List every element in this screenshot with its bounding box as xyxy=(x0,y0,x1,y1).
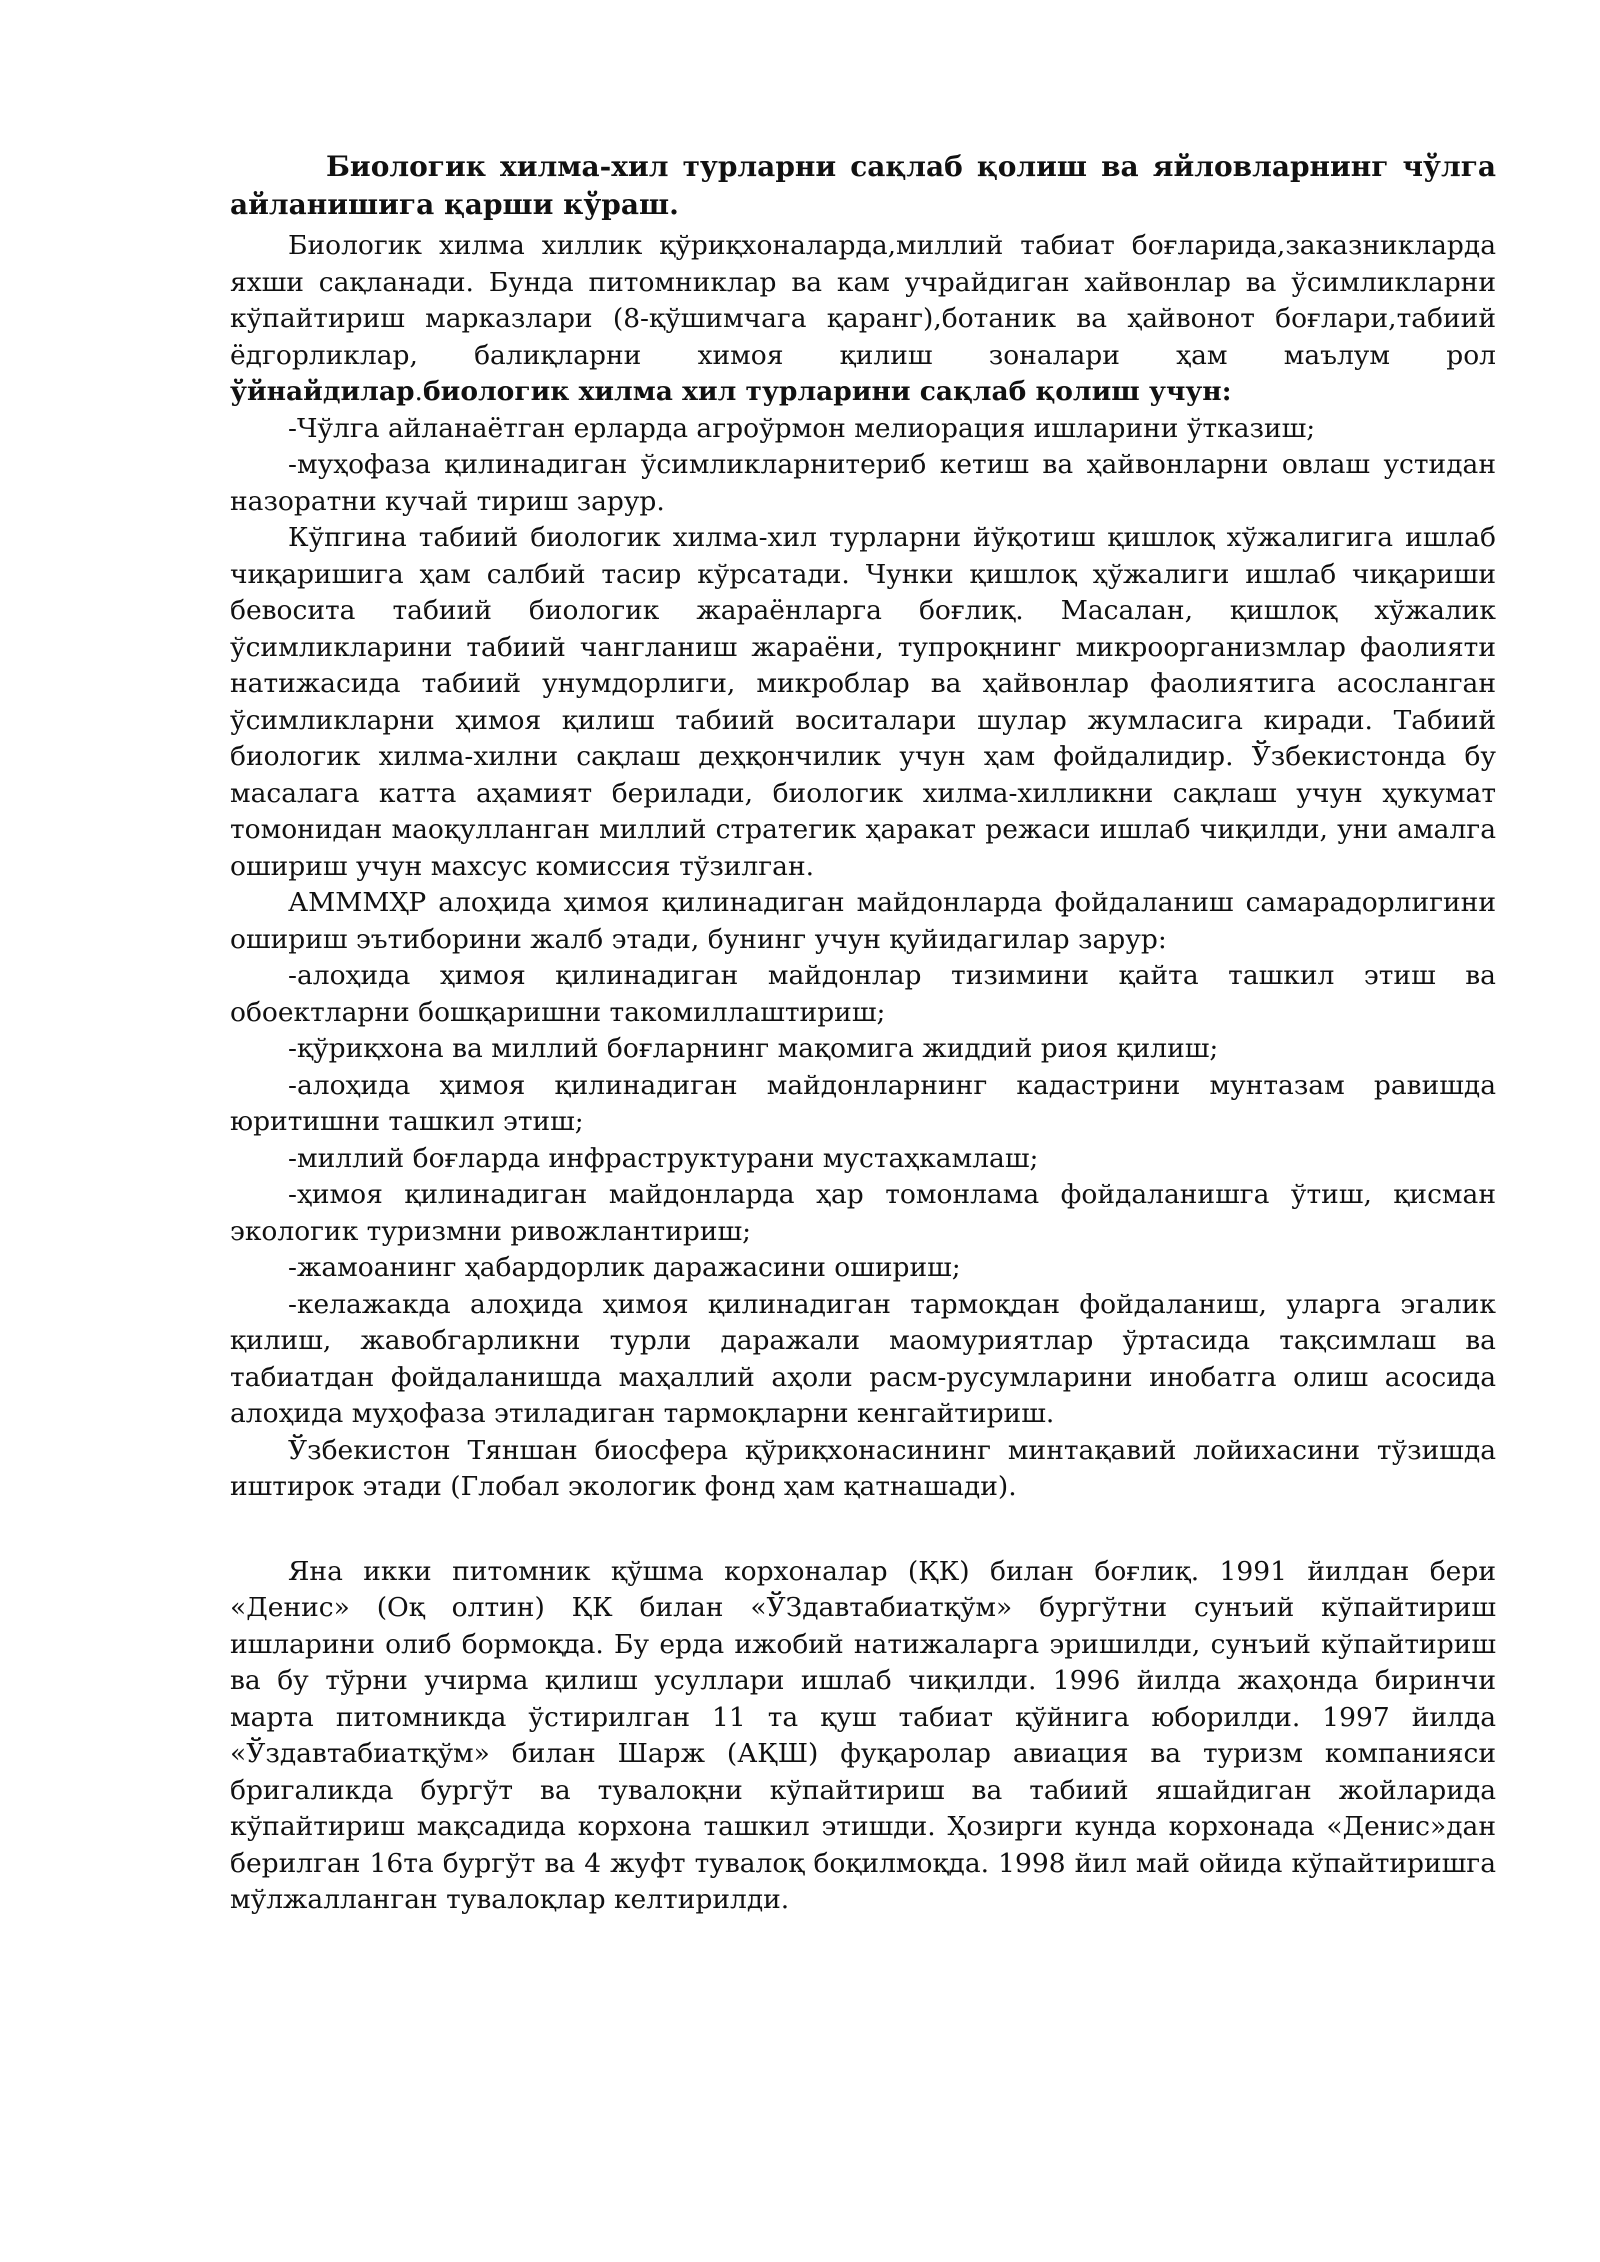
intro-dot: . xyxy=(414,376,423,407)
document-title: Биологик хилма-хил турларни сақлаб қолиш ва яйловларнинг чўлга айланишига қарши кўраш. xyxy=(230,150,1496,221)
protected-area-measure: -жамоанинг ҳабардорлик даражасини ошириш; xyxy=(288,1252,961,1283)
document-page xyxy=(230,148,1496,1919)
intro-text: Биологик хилма хиллик қўриқхоналарда,миллий табиат боғларида,заказникларда яхши сақланади. Бунда питомниклар ва кам учрайдиган хайвонлар ва ўсимликларни кўпайтириш марказлари (8-қўшимчага қаранг),ботаник ва ҳайвонот боғлари,табиий ёдгорликлар, балиқларни химоя қилиш зоналари ҳам маълум рол xyxy=(230,230,1496,371)
paragraph-gap xyxy=(230,1506,1496,1554)
protected-area-measure: -қўриқхона ва миллий боғларнинг мақомига жиддий риоя қилиш; xyxy=(288,1033,1219,1064)
intro-paragraph xyxy=(230,228,1496,411)
intro-bold-heading: биологик хилма хил турларини сақлаб қолиш учун: xyxy=(422,376,1232,407)
protected-area-measure: -ҳимоя қилинадиган майдонларда ҳар томонлама фойдаланишга ўтиш, қисман экологик туризмни ривожлантириш; xyxy=(230,1179,1496,1247)
measure-item: -Чўлга айланаётган ерларда агроўрмон мелиорация ишларини ўтказиш; xyxy=(288,412,1316,444)
nurseries-paragraph: Яна икки питомник қўшма корхоналар (ҚК) билан боғлиқ. 1991 йилдан бери «Денис» (Оқ олтин) ҚК билан «ЎЗдавтабиатқўм» бургўтни сунъий кўпайтириш ишларини олиб бормоқда. Бу ерда ижобий натижаларга эришилди, сунъий кўпайтириш ва бу тўрни учирма қилиш усуллари ишлаб чиқилди. 1996 йилда жаҳонда биринчи марта питомникда ўстирилган 11 та қуш табиат қўйнига юборилди. 1997 йилда «Ўздавтабиатқўм» билан Шарж (АҚШ) фуқаролар авиация ва туризм компанияси бригаликда бургўт ва тувалоқни кўпайтириш ва табиий яшайдиган жойларида кўпайтириш мақсадида корхона ташкил этишди. Ҳозирги кунда корхонада «Денис»дан берилган 16та бургўт ва 4 жуфт тувалоқ боқилмоқда. 1998 йил май ойида кўпайтиришга мўлжалланган тувалоқлар келтирилди. xyxy=(230,1555,1496,1915)
protected-area-measure: -келажакда алоҳида ҳимоя қилинадиган тармоқдан фойдаланиш, уларга эгалик қилиш, жавобгарликни турли даражали маомуриятлар ўртасида тақсимлаш ва табиатдан фойдаланишда маҳаллий аҳоли расм-русумларини инобатга олиш асосида алоҳида муҳофаза этиладиган тармоқларни кенгайтириш. xyxy=(230,1288,1496,1429)
tianshan-paragraph: Ўзбекистон Тяншан биосфера қўриқхонасининг минтақавий лойихасини тўзишда иштирок этади (Глобал экологик фонд ҳам қатнашади). xyxy=(230,1434,1496,1502)
protected-area-measure: -алоҳида ҳимоя қилинадиган майдонлар тизимини қайта ташкил этиш ва обоектларни бошқаришни такомиллаштириш; xyxy=(230,960,1496,1028)
intro-bold-verb: ўйнайдилар xyxy=(230,376,415,407)
measure-item: -муҳофаза қилинадиган ўсимликларнитериб кетиш ва ҳайвонларни овлаш устидан назоратни кучай тириш зарур. xyxy=(230,449,1496,517)
protected-area-measure: -миллий боғларда инфраструктурани мустаҳкамлаш; xyxy=(288,1142,1039,1174)
protected-area-measure: -алоҳида ҳимоя қилинадиган майдонларнинг кадастрини мунтазам равишда юритишни ташкил этиш; xyxy=(230,1069,1496,1137)
agriculture-paragraph: Кўпгина табиий биологик хилма-хил турларни йўқотиш қишлоқ хўжалигига ишлаб чиқаришига ҳам салбий тасир кўрсатади. Чунки қишлоқ ҳўжалиги ишлаб чиқариши бевосита табиий биологик жараёнларга боғлиқ. Масалан, қишлоқ хўжалик ўсимликларини табиий чангланиш жараёни, тупроқнинг микроорганизмлар фаолияти натижасида табиий унумдорлиги, микроблар ва ҳайвонлар фаолиятига асосланган ўсимликларни ҳимоя қилиш табиий воситалари шулар жумласига киради. Табиий биологик хилма-хилни сақлаш деҳқончилик учун ҳам фойдалидир. Ўзбекистонда бу масалага катта аҳамият берилади, биологик хилма-хилликни сақлаш учун ҳукумат томонидан маоқулланган миллий стратегик ҳаракат режаси ишлаб чиқилди, уни амалга ошириш учун махсус комиссия тўзилган. xyxy=(230,522,1496,882)
ammmhr-paragraph: АМММҲР алоҳида ҳимоя қилинадиган майдонларда фойдаланиш самарадорлигини ошириш эътиборини жалб этади, бунинг учун қуйидагилар зарур: xyxy=(230,887,1496,955)
